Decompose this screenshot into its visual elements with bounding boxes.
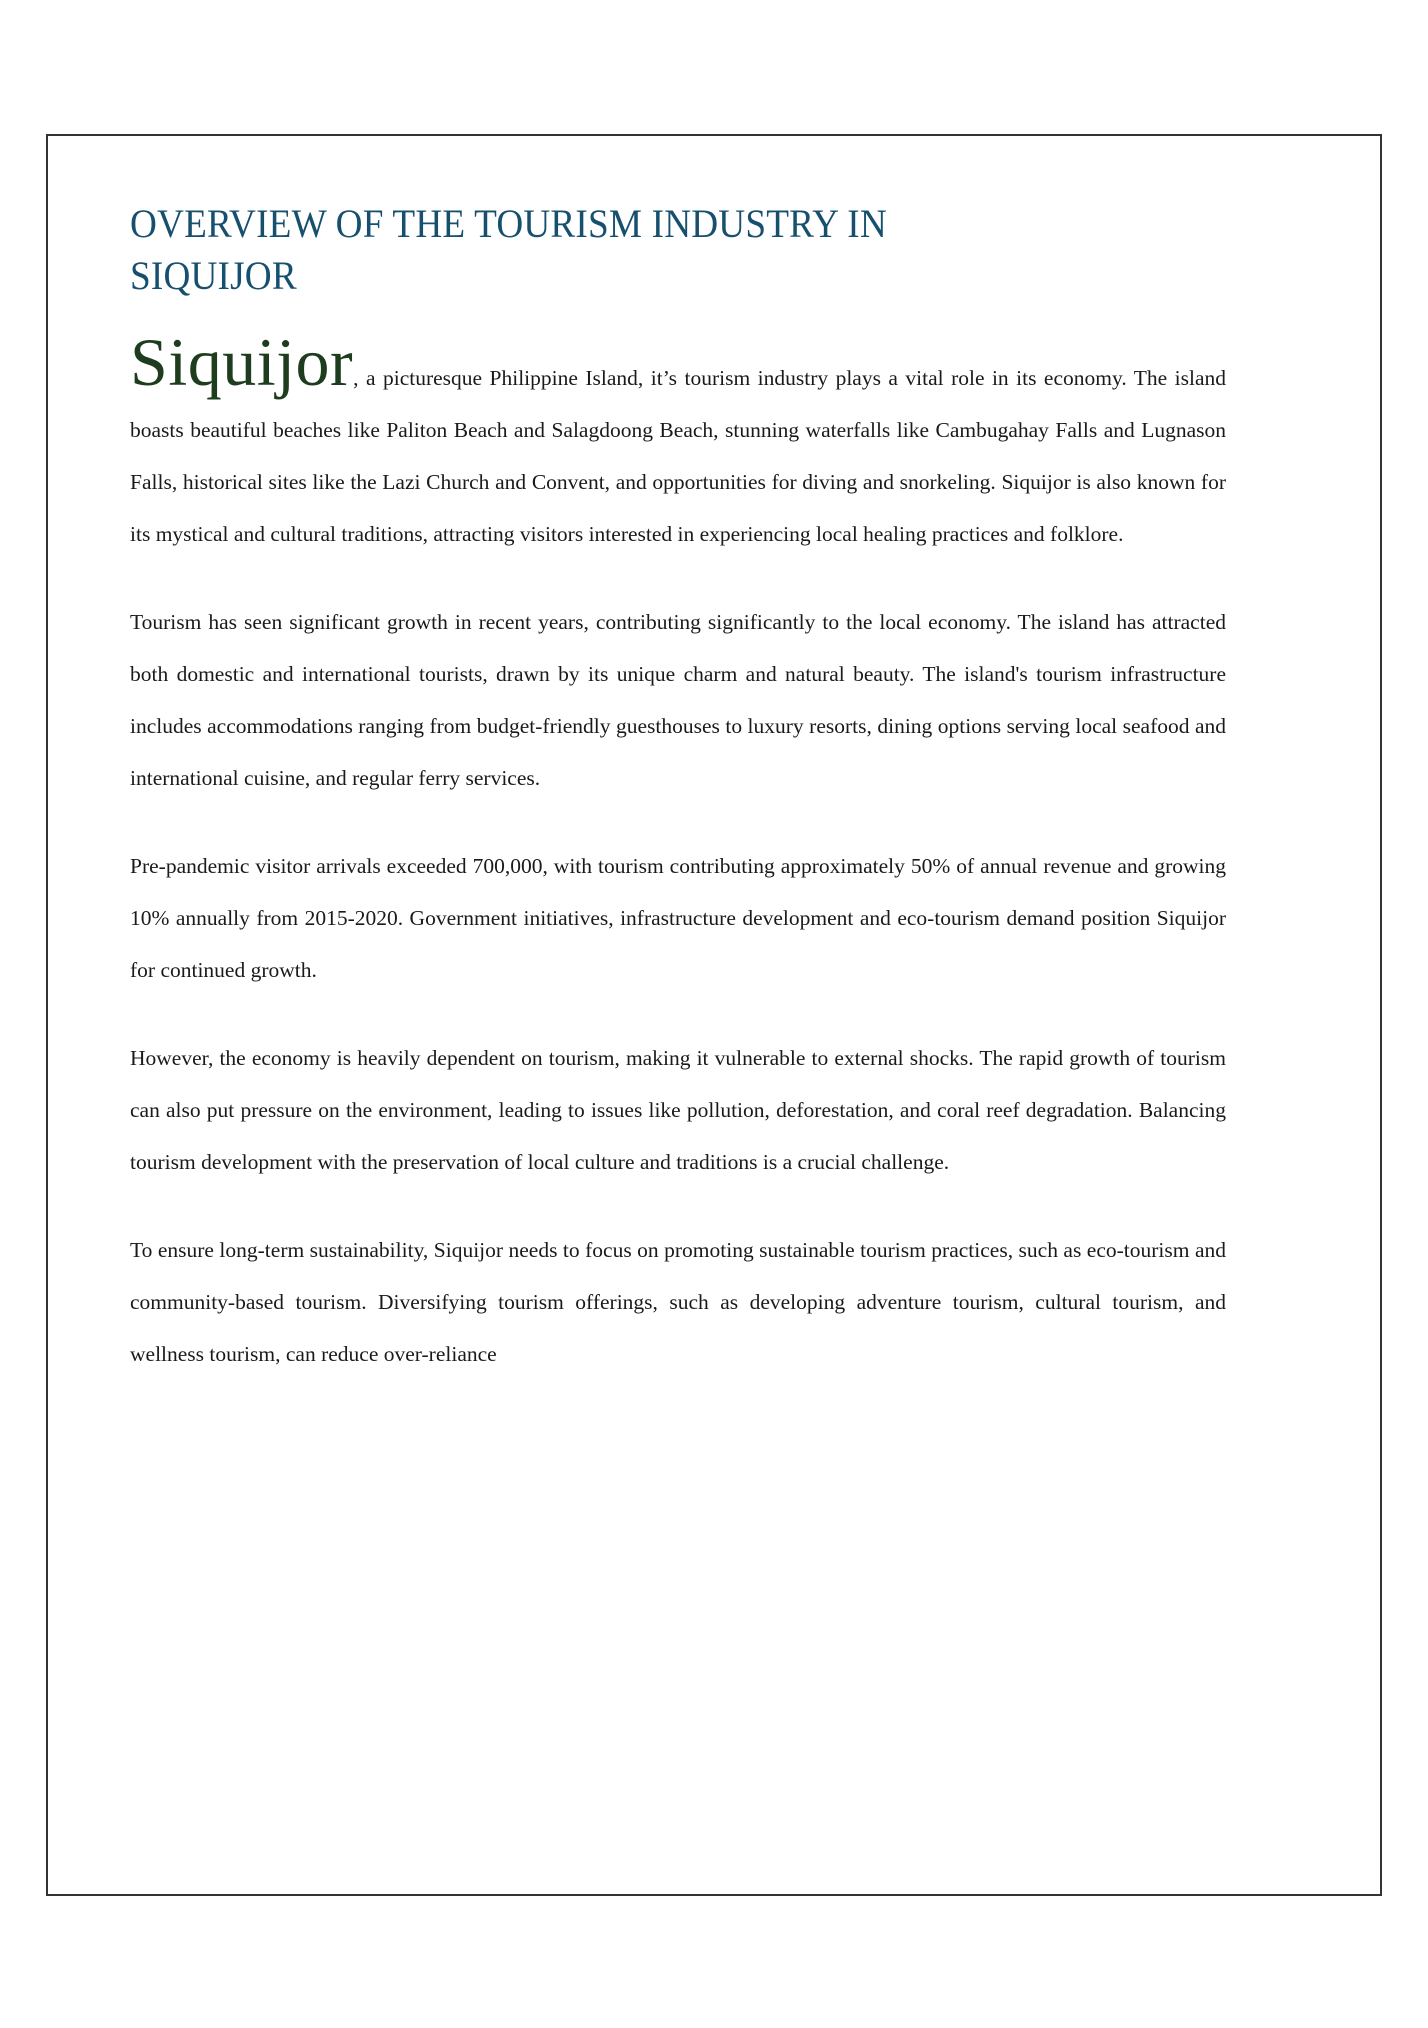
page-title: OVERVIEW OF THE TOURISM INDUSTRY IN SIQUIJOR <box>130 201 887 298</box>
lead-paragraph <box>130 324 1226 560</box>
body-paragraph-1: Tourism has seen significant growth in recent years, contributing significantly to the local economy. The island has attracted both domestic and international tourists, drawn by its unique charm and natural beauty. The island's tourism infrastructure includes accommodations ranging from budget-friendly guesthouses to luxury resorts, dining options serving local seafood and international cuisine, and regular ferry services. <box>130 610 1226 790</box>
spacer <box>130 996 1230 1032</box>
body-paragraph-3: However, the economy is heavily dependent on tourism, making it vulnerable to external shocks. The rapid growth of tourism can also put pressure on the environment, leading to issues like pollution, deforestation, and coral reef degradation. Balancing tourism development with the preservation of local culture and traditions is a crucial challenge. <box>130 1046 1226 1174</box>
page-border-frame <box>46 134 1382 1896</box>
spacer <box>130 804 1230 840</box>
lead-paragraph-text: , a picturesque Philippine Island, it’s tourism industry plays a vital role in its economy. The island boasts beautiful beaches like Paliton Beach and Salagdoong Beach, stunning waterfalls like Cambugahay Falls and Lugnason Falls, historical sites like the Lazi Church and Convent, and opportunities for diving and snorkeling. Siquijor is also known for its mystical and cultural traditions, attracting visitors interested in experiencing local healing practices and folklore. <box>130 366 1226 546</box>
body-paragraph-4: To ensure long-term sustainability, Siquijor needs to focus on promoting sustainable tourism practices, such as eco-tourism and community-based tourism. Diversifying tourism offerings, such as developing adventure tourism, cultural tourism, and wellness tourism, can reduce over-reliance <box>130 1238 1226 1366</box>
document-content <box>130 198 1230 1380</box>
spacer <box>130 1188 1230 1224</box>
body-paragraph-2: Pre-pandemic visitor arrivals exceeded 700,000, with tourism contributing approximately 50% of annual revenue and growing 10% annually from 2015-2020. Government initiatives, infrastructure development and eco-tourism demand position Siquijor for continued growth. <box>130 854 1226 982</box>
dropcap-word: Siquijor <box>130 324 354 400</box>
spacer <box>130 560 1230 596</box>
